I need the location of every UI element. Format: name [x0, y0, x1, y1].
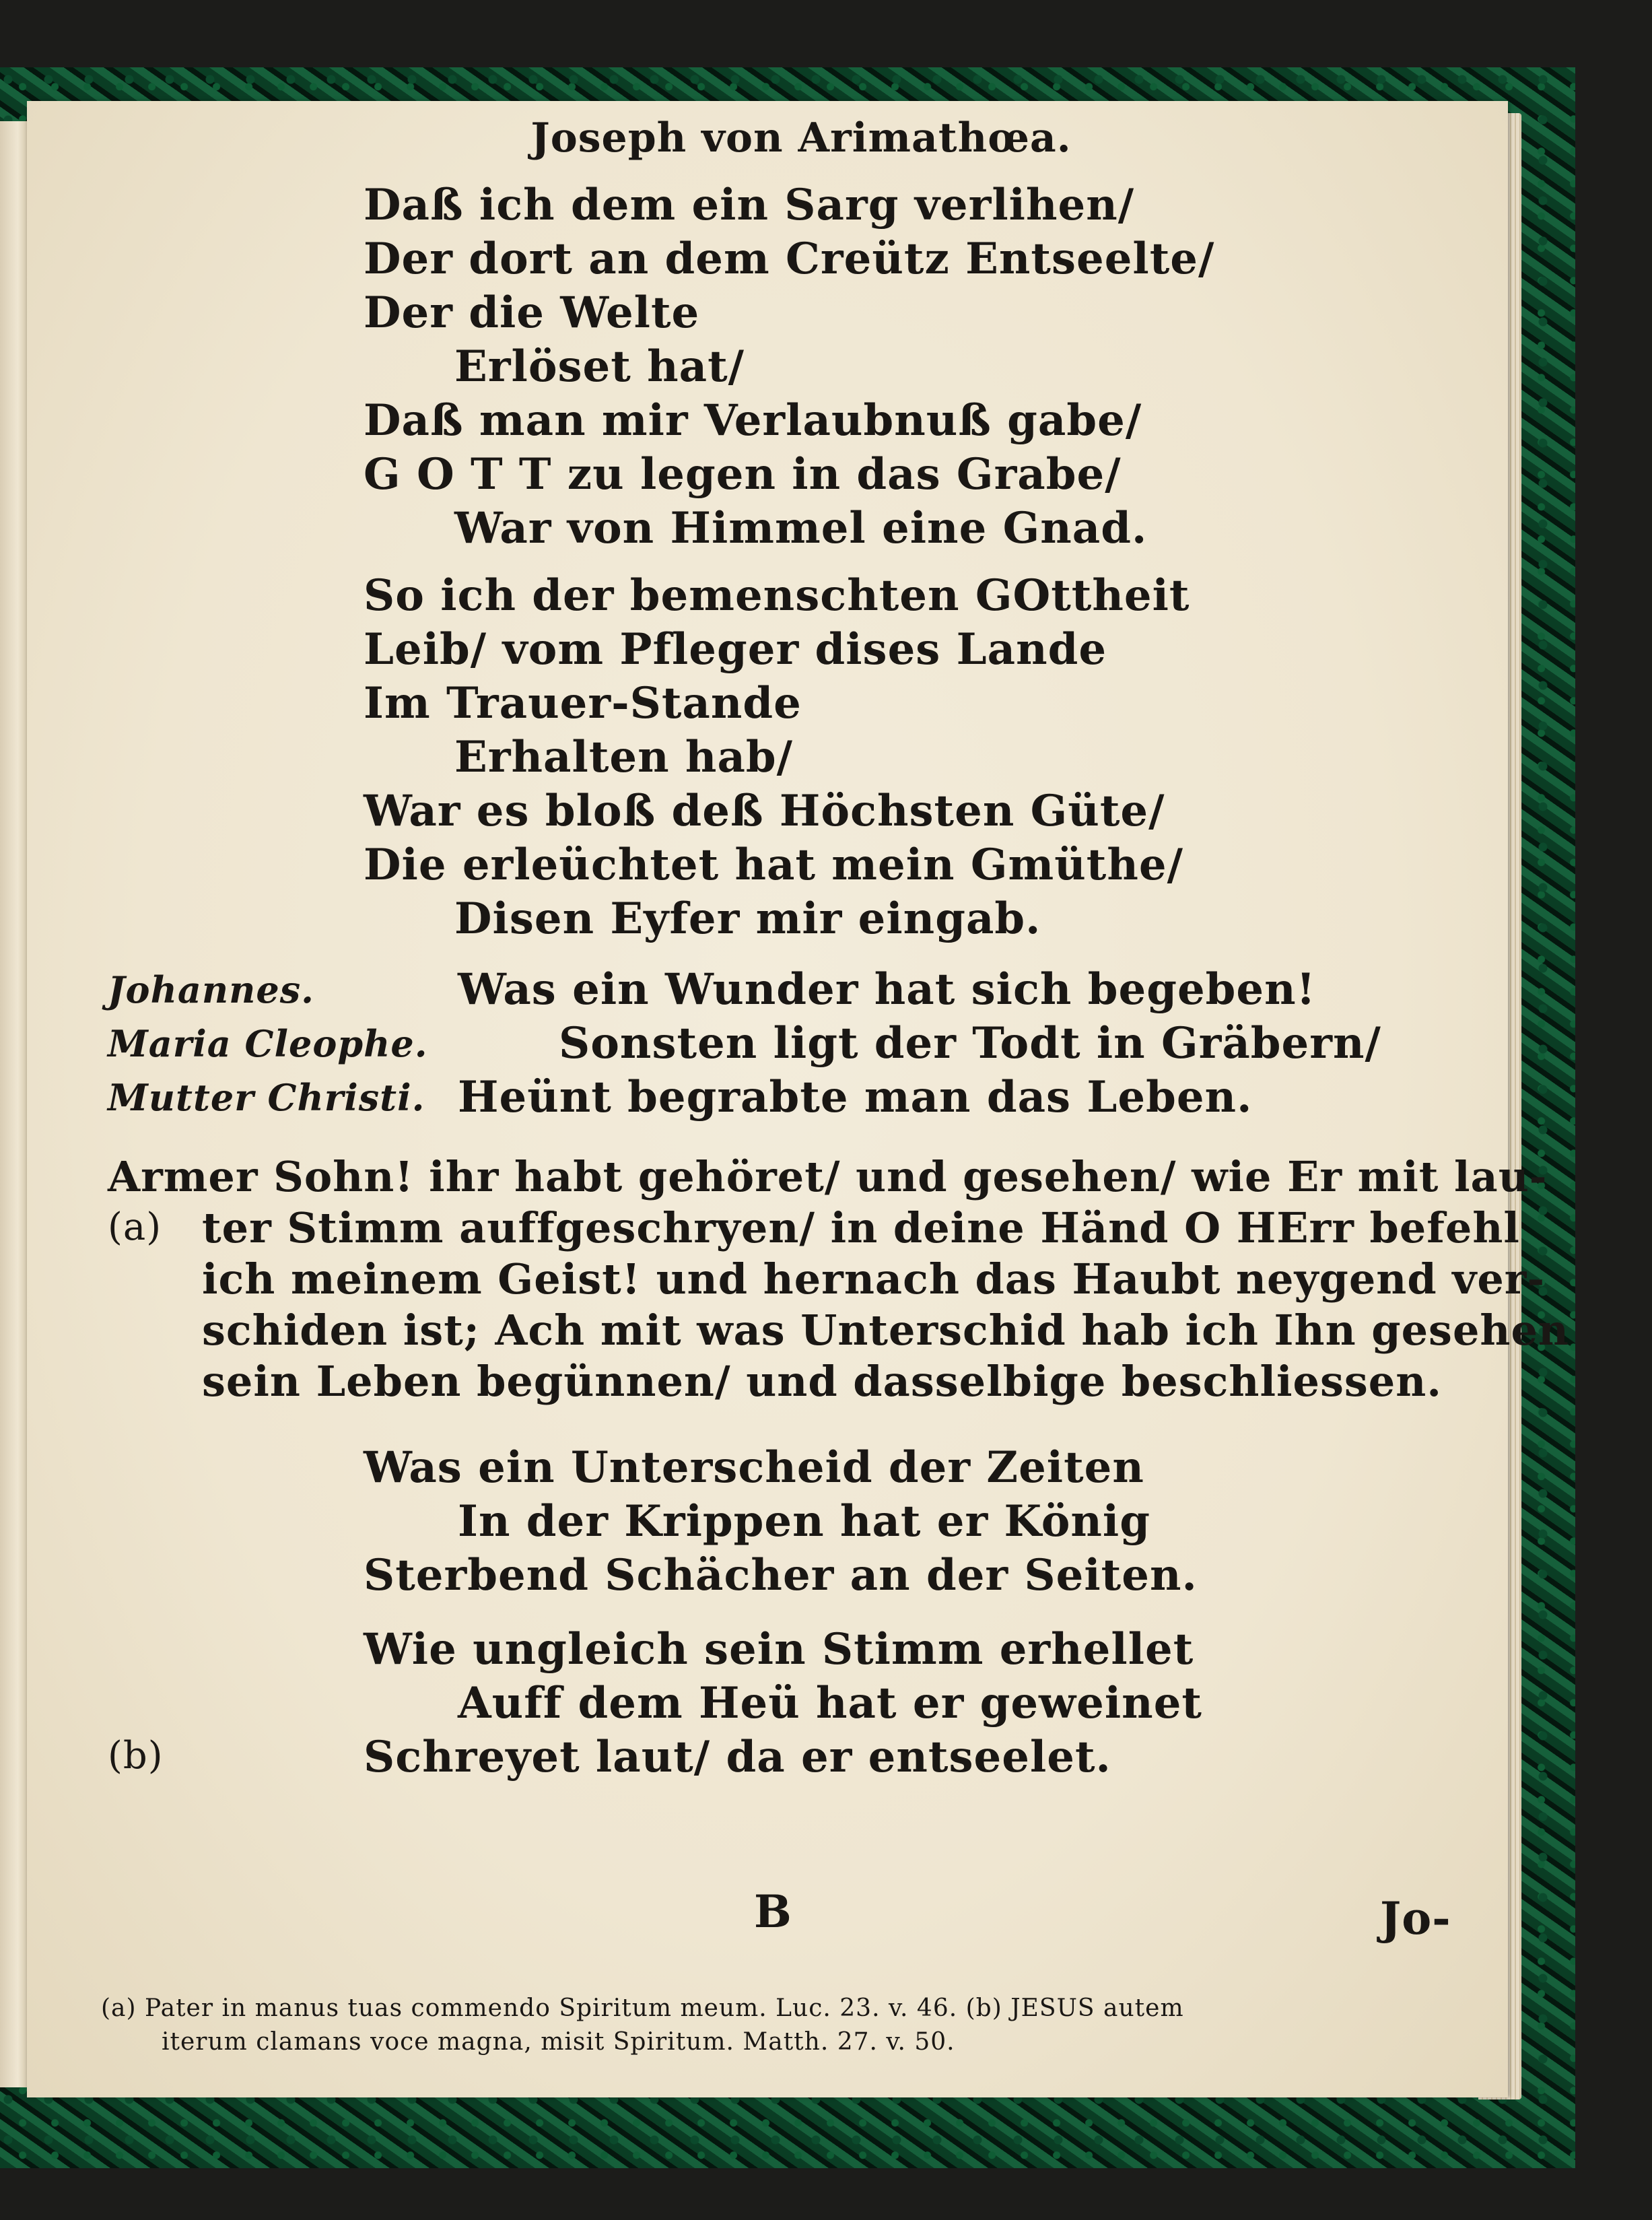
verse-line: War von Himmel eine Gnad.	[454, 503, 1148, 553]
catchword: Jo-	[1380, 1892, 1451, 1945]
verse-line: Im Trauer-Stande	[364, 678, 802, 729]
verse-line: Erhalten hab/	[454, 732, 794, 782]
verse-line: In der Krippen hat er König	[458, 1496, 1150, 1547]
verse-line: Daß ich dem ein Sarg verlihen/	[364, 180, 1135, 230]
dialogue-line: Sonsten ligt der Todt in Gräbern/	[559, 1018, 1381, 1069]
footnote-marker-a: (a)	[108, 1205, 162, 1249]
verse-line: Leib/ vom Pfleger dises Lande	[364, 624, 1107, 675]
verse-line: Daß man mir Verlaubnuß gabe/	[364, 395, 1142, 446]
running-title: Joseph von Arimathœa.	[530, 114, 1072, 162]
dialogue-line: Heünt begrabte man das Leben.	[458, 1072, 1253, 1122]
dialogue-line: Was ein Wunder hat sich begeben!	[458, 964, 1316, 1015]
verse-line: Schreyet laut/ da er entseelet.	[364, 1732, 1111, 1782]
prose-line: sein Leben begünnen/ und dasselbige beschliessen.	[202, 1357, 1442, 1406]
verse-line: Der die Welte	[364, 288, 700, 338]
verse-line: Disen Eyfer mir eingab.	[454, 894, 1041, 944]
verse-line: So ich der bemenschten GOttheit	[364, 570, 1190, 621]
prose-line: ter Stimm auffgeschryen/ in deine Händ O HErr befehl	[202, 1203, 1520, 1252]
verse-line: Wie ungleich sein Stimm erhellet	[364, 1624, 1194, 1675]
verse-line: War es bloß deß Höchsten Güte/	[364, 786, 1165, 836]
prose-line: Armer Sohn! ihr habt gehöret/ und gesehen/ wie Er mit lau-	[108, 1152, 1548, 1201]
verse-line: G O T T zu legen in das Grabe/	[364, 449, 1122, 500]
verse-line: Auff dem Heü hat er geweinet	[458, 1678, 1202, 1728]
footnote-line: (a) Pater in manus tuas commendo Spiritum meum. Luc. 23. v. 46. (b) JESUS autem	[101, 1994, 1184, 2022]
speaker-label: Johannes.	[108, 968, 314, 1011]
prose-line: schiden ist; Ach mit was Unterschid hab ich Ihn gesehen	[202, 1306, 1570, 1355]
verse-line: Sterbend Schächer an der Seiten.	[364, 1550, 1198, 1601]
verse-line: Der dort an dem Creütz Entseelte/	[364, 234, 1215, 284]
footnote-line: iterum clamans voce magna, misit Spiritum. Matth. 27. v. 50.	[162, 2028, 955, 2056]
verse-line: Die erleüchtet hat mein Gmüthe/	[364, 840, 1183, 890]
prose-line: ich meinem Geist! und hernach das Haubt neygend ver-	[202, 1254, 1546, 1304]
signature-mark: B	[754, 1885, 792, 1938]
book-page	[27, 101, 1570, 2097]
verse-line: Was ein Unterscheid der Zeiten	[364, 1442, 1144, 1493]
speaker-label: Mutter Christi.	[108, 1076, 425, 1119]
speaker-label: Maria Cleophe.	[108, 1022, 428, 1065]
verse-line: Erlöset hat/	[454, 341, 745, 392]
footnote-marker-b: (b)	[108, 1734, 164, 1778]
